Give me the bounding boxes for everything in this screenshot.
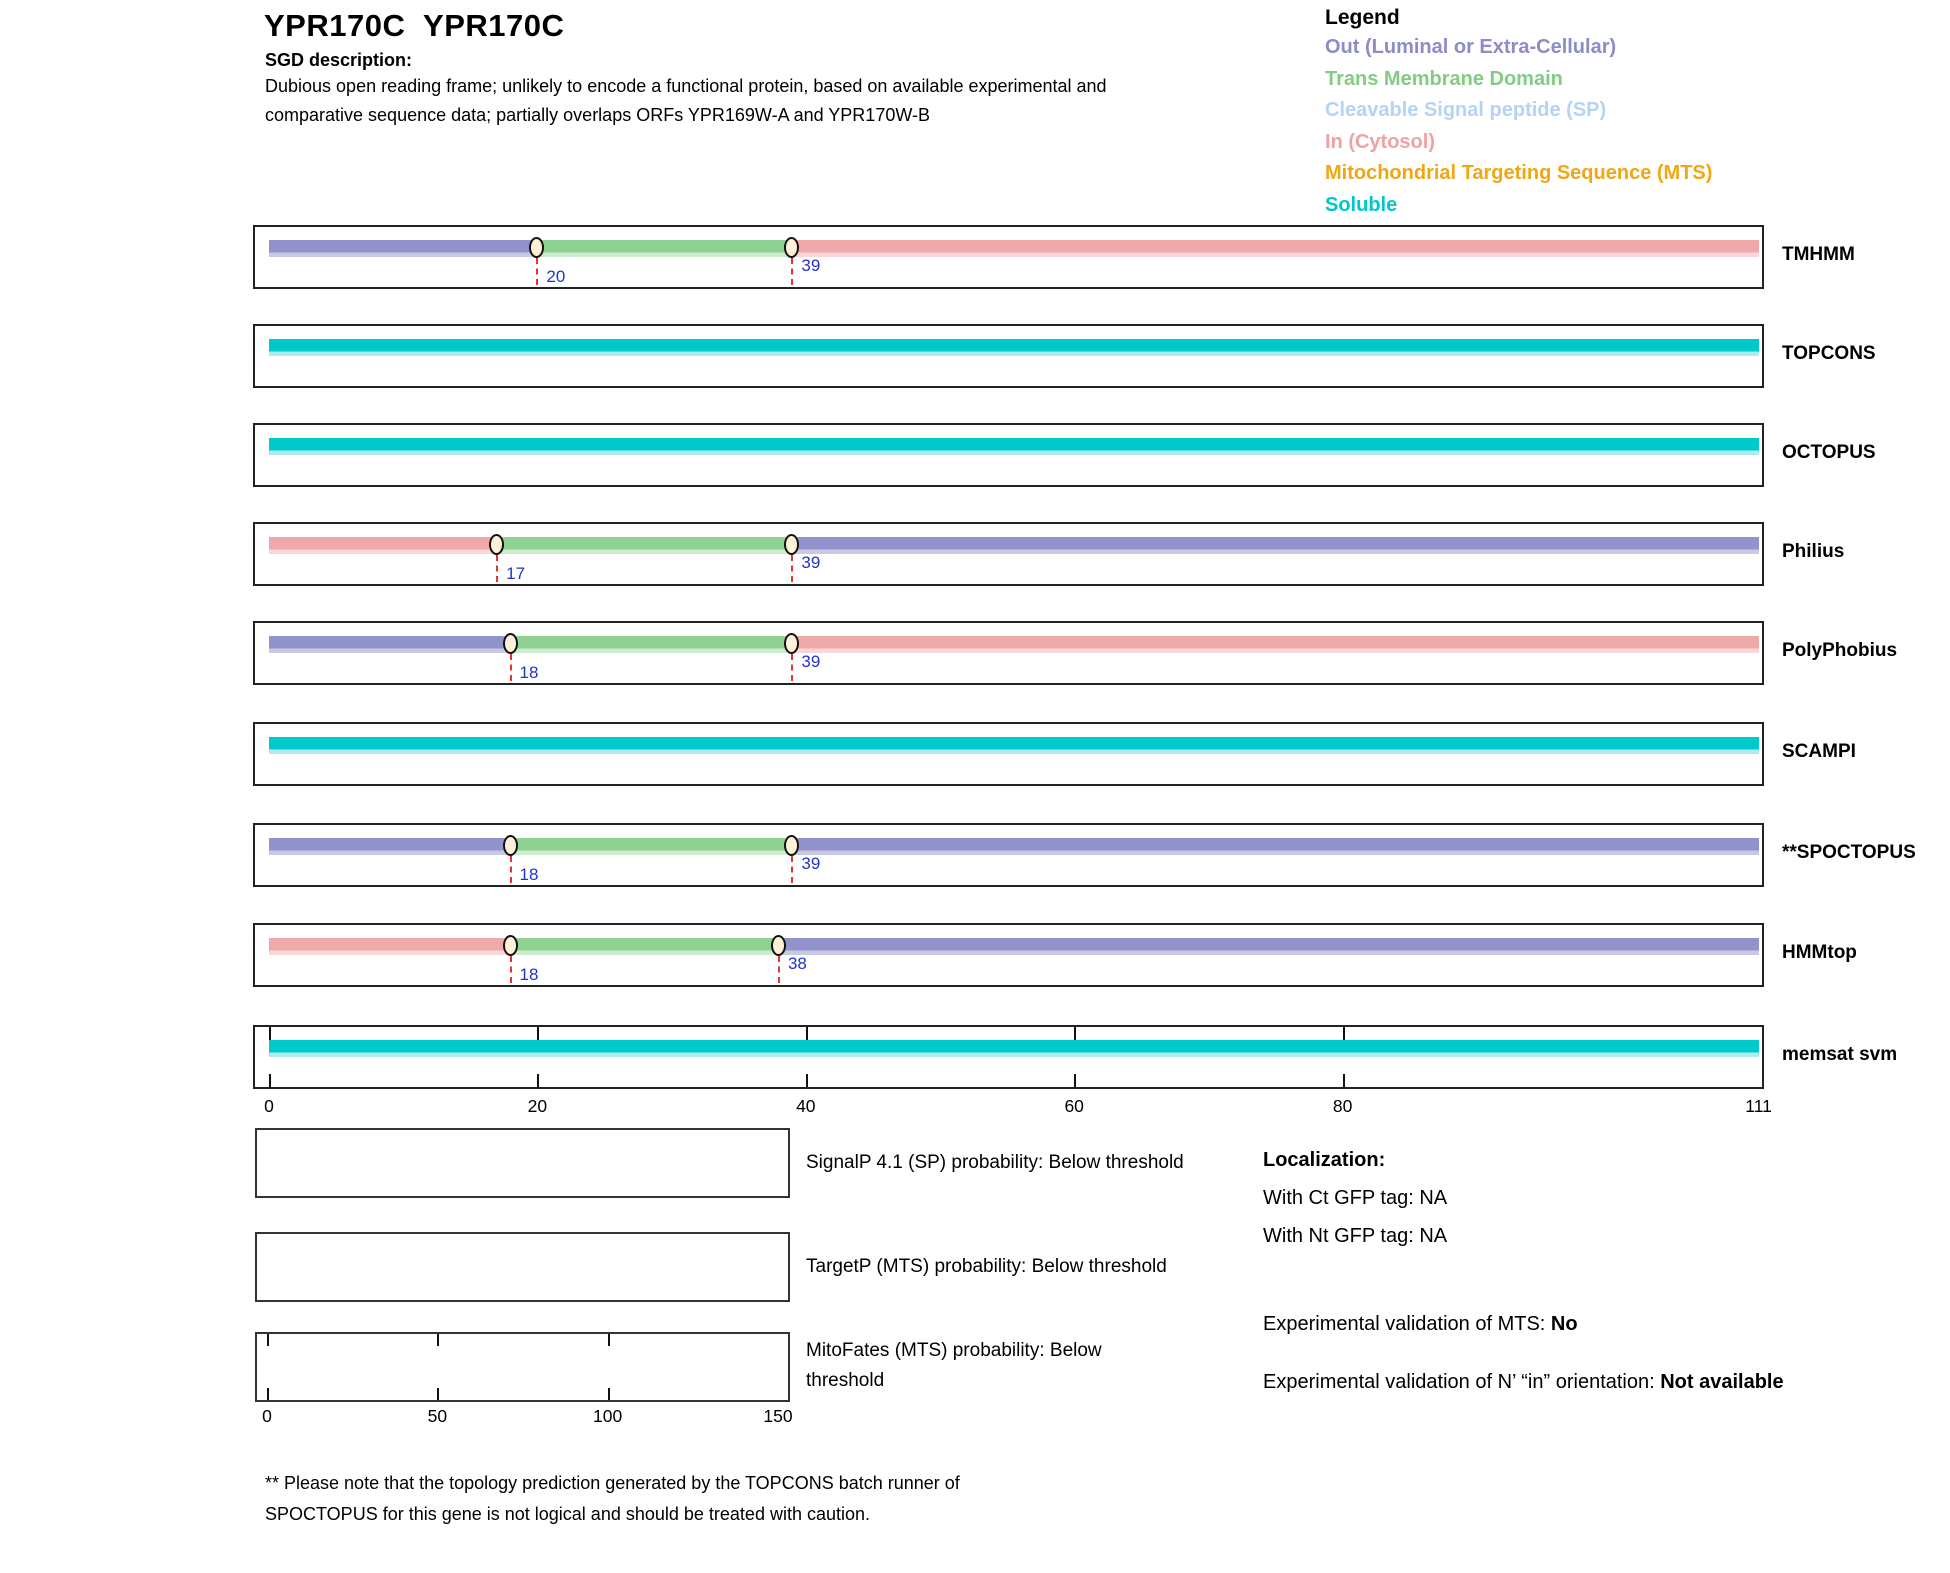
track-box-topcons — [253, 324, 1764, 388]
track-label-polyphobius: PolyPhobius — [1782, 640, 1898, 661]
boundary-dashed-line-39 — [791, 654, 793, 681]
boundary-position-label-20: 20 — [546, 267, 566, 286]
track-label-topcons: TOPCONS — [1782, 343, 1876, 364]
boundary-position-label-39: 39 — [801, 553, 821, 572]
probability-label-targetp-mts — [806, 1252, 1167, 1282]
axis-tick-bottom-40 — [806, 1074, 808, 1087]
track-box-tmhmm — [253, 225, 1764, 289]
prob-axis-label-50: 50 — [427, 1406, 448, 1426]
segment-tm-1 — [497, 537, 792, 554]
segment-in-0 — [269, 938, 511, 955]
track-label-scampi: SCAMPI — [1782, 741, 1856, 762]
segment-in-2 — [792, 240, 1758, 257]
localization-heading: Localization: — [1263, 1149, 1386, 1171]
residue-axis-label-40: 40 — [796, 1096, 816, 1116]
residue-axis-label-20: 20 — [527, 1096, 548, 1116]
segment-tm-1 — [511, 636, 793, 653]
mts-validation-line — [1263, 1308, 1578, 1340]
page-title: YPR170C YPR170C — [264, 8, 565, 43]
nt-gfp-tag-line: With Nt GFP tag: NA — [1263, 1225, 1448, 1247]
segment-in-0 — [269, 537, 497, 554]
orientation-validation-label: Experimental validation of N’ “in” orientation: — [1263, 1371, 1661, 1393]
segment-soluble-0 — [269, 438, 1759, 455]
track-label-memsat-svm: memsat svm — [1782, 1044, 1898, 1065]
mts-validation-label: Experimental validation of MTS: — [1263, 1313, 1551, 1335]
footnote-line-2: SPOCTOPUS for this gene is not logical and should be treated with caution. — [265, 1504, 871, 1524]
segment-out-0 — [269, 240, 537, 257]
boundary-dashed-line-39 — [791, 258, 793, 285]
boundary-position-label-18: 18 — [519, 663, 539, 682]
probability-box-targetp-mts — [255, 1232, 790, 1302]
segment-tm-1 — [511, 938, 779, 955]
footnote-line-1: ** Please note that the topology prediction generated by the TOPCONS batch runner of — [265, 1473, 960, 1493]
boundary-position-label-18: 18 — [519, 965, 539, 984]
orientation-validation-value: Not available — [1660, 1371, 1784, 1393]
prob-axis-tick-bottom-0 — [267, 1388, 269, 1400]
legend-item-sp: Cleavable Signal peptide (SP) — [1325, 99, 1607, 121]
probability-label-line: SignalP 4.1 (SP) probability: Below threshold — [806, 1152, 1184, 1173]
prob-axis-tick-top-0 — [267, 1334, 269, 1346]
track-label-spoctopus: **SPOCTOPUS — [1782, 842, 1916, 863]
legend-item-mts: Mitochondrial Targeting Sequence (MTS) — [1325, 162, 1713, 184]
segment-soluble-0 — [269, 339, 1759, 356]
boundary-position-label-39: 39 — [801, 256, 821, 275]
legend-item-soluble: Soluble — [1325, 193, 1398, 216]
boundary-marker-circle-18 — [503, 935, 518, 956]
prob-axis-tick-bottom-100 — [608, 1388, 610, 1400]
mts-validation-value: No — [1550, 1313, 1578, 1335]
track-label-octopus: OCTOPUS — [1782, 442, 1876, 463]
track-label-hmmtop: HMMtop — [1782, 942, 1857, 963]
prob-axis-tick-top-50 — [437, 1334, 439, 1346]
boundary-position-label-17: 17 — [506, 564, 526, 583]
track-box-scampi — [253, 722, 1764, 786]
residue-axis-label-80: 80 — [1332, 1096, 1353, 1116]
axis-tick-bottom-20 — [537, 1074, 539, 1087]
legend-item-tm: Trans Membrane Domain — [1325, 67, 1563, 90]
segment-out-2 — [792, 537, 1758, 554]
boundary-dashed-line-38 — [778, 956, 780, 983]
track-box-octopus — [253, 423, 1764, 487]
axis-tick-top-40 — [806, 1027, 808, 1040]
boundary-marker-circle-38 — [771, 935, 786, 956]
probability-label-mitofates-mts — [806, 1336, 1102, 1396]
axis-tick-bottom-0 — [269, 1074, 271, 1087]
axis-tick-top-20 — [537, 1027, 539, 1040]
boundary-marker-circle-18 — [503, 633, 518, 654]
residue-axis-label-60: 60 — [1064, 1096, 1084, 1116]
legend-title: Legend — [1325, 6, 1400, 29]
probability-label-line: TargetP (MTS) probability: Below threshold — [806, 1256, 1167, 1277]
axis-tick-bottom-80 — [1343, 1074, 1345, 1087]
segment-tm-1 — [511, 838, 793, 855]
segment-out-0 — [269, 636, 511, 653]
ct-gfp-tag-line: With Ct GFP tag: NA — [1263, 1187, 1448, 1209]
track-label-tmhmm: TMHMM — [1782, 244, 1855, 265]
segment-out-0 — [269, 838, 511, 855]
track-box-polyphobius — [253, 621, 1764, 685]
orientation-validation-line — [1263, 1366, 1838, 1398]
boundary-position-label-38: 38 — [787, 954, 807, 973]
probability-label-signalp-4-1-sp — [806, 1148, 1184, 1178]
boundary-dashed-line-39 — [791, 555, 793, 582]
boundary-dashed-line-18 — [510, 856, 512, 883]
boundary-dashed-line-17 — [496, 555, 498, 582]
sgd-description-text — [265, 72, 1107, 130]
boundary-dashed-line-18 — [510, 956, 512, 983]
legend-item-in: In (Cytosol) — [1325, 130, 1435, 153]
prob-axis-tick-bottom-50 — [437, 1388, 439, 1400]
prob-axis-tick-top-100 — [608, 1334, 610, 1346]
residue-axis-label-0: 0 — [264, 1096, 274, 1116]
boundary-marker-circle-18 — [503, 835, 518, 856]
sgd-description-label: SGD description: — [265, 50, 413, 70]
segment-out-2 — [779, 938, 1759, 955]
track-box-memsat-svm — [253, 1025, 1764, 1089]
prob-axis-label-150: 150 — [763, 1406, 793, 1426]
spoctopus-footnote — [265, 1468, 960, 1530]
boundary-position-label-18: 18 — [519, 865, 539, 884]
segment-in-2 — [792, 636, 1758, 653]
segment-soluble-0 — [269, 1040, 1759, 1057]
legend-item-out: Out (Luminal or Extra-Cellular) — [1325, 36, 1617, 58]
axis-tick-top-0 — [269, 1027, 271, 1040]
probability-label-line: threshold — [806, 1370, 885, 1391]
track-box-spoctopus — [253, 823, 1764, 887]
segment-tm-1 — [537, 240, 792, 257]
track-box-philius — [253, 522, 1764, 586]
probability-box-signalp-4-1-sp — [255, 1128, 790, 1198]
sgd-description-line-2: comparative sequence data; partially overlaps ORFs YPR169W-A and YPR170W-B — [265, 105, 931, 125]
axis-tick-top-80 — [1343, 1027, 1345, 1040]
boundary-dashed-line-20 — [536, 258, 538, 285]
prob-axis-label-0: 0 — [262, 1406, 272, 1426]
track-label-philius: Philius — [1782, 541, 1845, 562]
axis-tick-bottom-60 — [1074, 1074, 1076, 1087]
boundary-position-label-39: 39 — [801, 652, 821, 671]
probability-label-line: MitoFates (MTS) probability: Below — [806, 1340, 1102, 1361]
segment-soluble-0 — [269, 737, 1759, 754]
boundary-dashed-line-18 — [510, 654, 512, 681]
boundary-dashed-line-39 — [791, 856, 793, 883]
segment-out-2 — [792, 838, 1758, 855]
sgd-description-line-1: Dubious open reading frame; unlikely to encode a functional protein, based on available experimental and — [265, 76, 1107, 96]
axis-tick-top-60 — [1074, 1027, 1076, 1040]
track-box-hmmtop — [253, 923, 1764, 987]
boundary-position-label-39: 39 — [801, 854, 821, 873]
probability-box-mitofates-mts — [255, 1332, 790, 1402]
residue-axis-label-111: 111 — [1745, 1096, 1772, 1116]
prob-axis-label-100: 100 — [593, 1406, 623, 1426]
